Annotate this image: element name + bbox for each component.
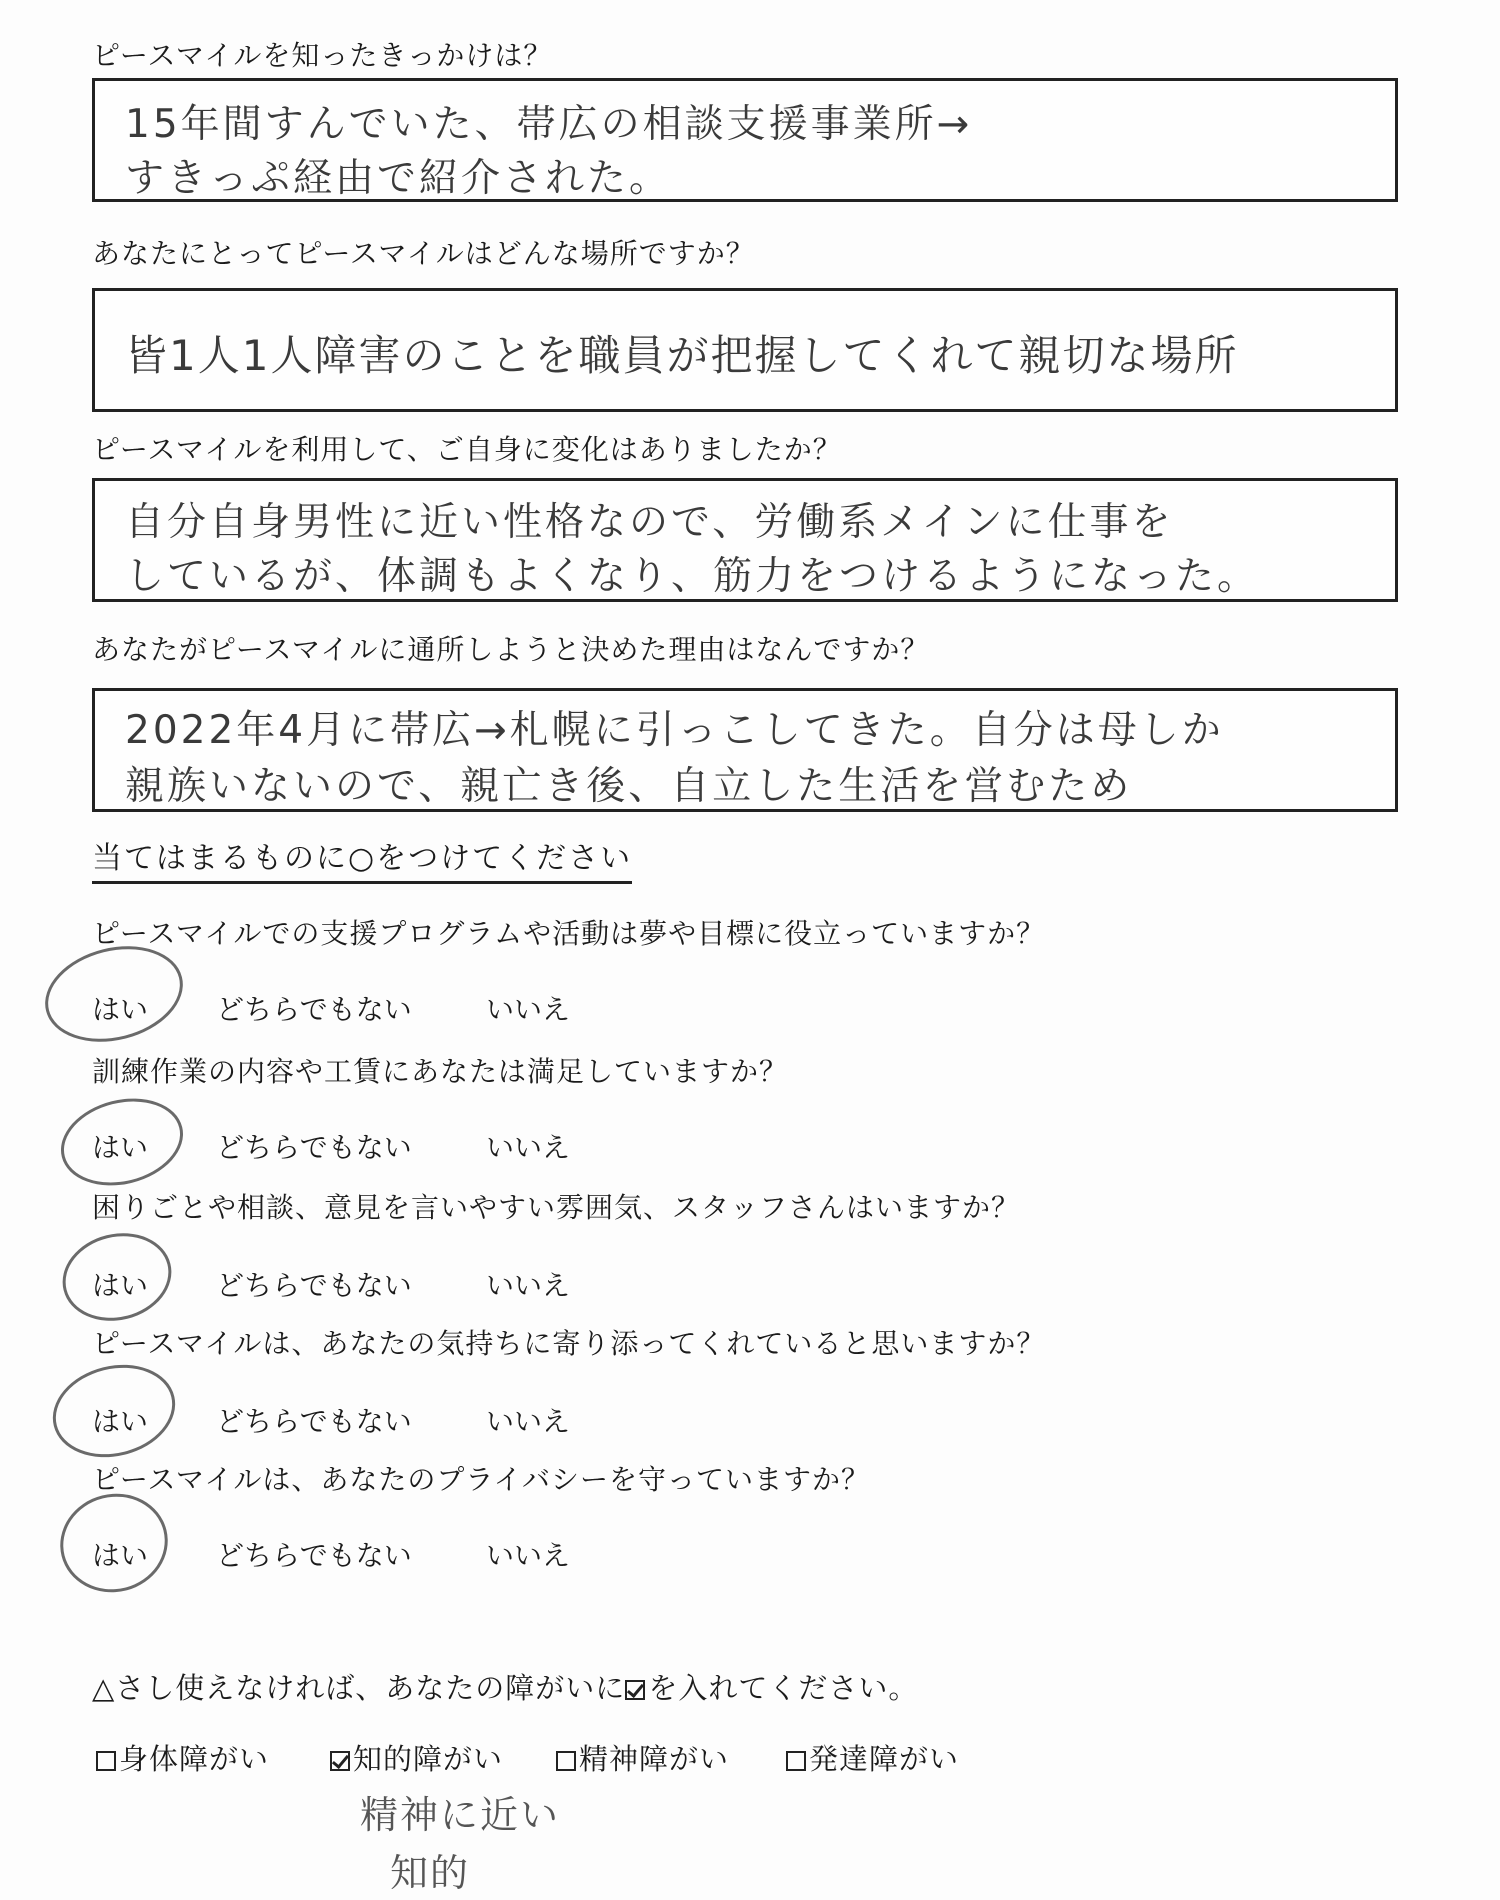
- question-4-label: あなたがピースマイルに通所しようと決めた理由はなんですか？: [92, 633, 930, 666]
- survey-1-question: ピースマイルでの支援プログラムや活動は夢や目標に役立っていますか？: [92, 917, 1046, 950]
- disability-developmental-label: 発達障がい: [809, 1742, 960, 1776]
- option-neutral[interactable]: どちらでもない: [216, 1131, 412, 1164]
- handwritten-note-line-2: 知的: [390, 1851, 471, 1895]
- disability-mental-label: 精神障がい: [579, 1742, 730, 1776]
- disability-physical[interactable]: [96, 1737, 269, 1778]
- disability-physical-label: 身体障がい: [119, 1742, 270, 1776]
- answer-1-line-2: すきっぷ経由で紹介された。: [125, 156, 672, 201]
- option-yes[interactable]: はい: [92, 1405, 149, 1438]
- option-no[interactable]: いいえ: [486, 1131, 571, 1164]
- question-2-label: あなたにとってピースマイルはどんな場所ですか？: [92, 237, 755, 270]
- option-yes[interactable]: はい: [92, 1131, 149, 1164]
- answer-3-line-1: 自分自身男性に近い性格なので、労働系メインに仕事を: [125, 500, 1174, 545]
- answer-1-box[interactable]: [92, 78, 1398, 202]
- disability-developmental[interactable]: [786, 1737, 959, 1778]
- option-no[interactable]: いいえ: [486, 993, 571, 1026]
- disability-mental[interactable]: [556, 1737, 729, 1778]
- section-heading: 当てはまるものに○をつけてください: [92, 833, 632, 884]
- option-neutral[interactable]: どちらでもない: [216, 1269, 412, 1302]
- option-yes[interactable]: はい: [92, 1269, 149, 1302]
- answer-3-line-2: しているが、体調もよくなり、筋力をつけるようになった。: [125, 554, 1260, 599]
- question-3-label: ピースマイルを利用して、ご自身に変化はありましたか？: [92, 433, 842, 466]
- disability-note-after: を入れてください。: [648, 1671, 919, 1705]
- selection-circle-1: [35, 932, 193, 1055]
- selection-circle-4: [43, 1352, 185, 1469]
- disability-note: [92, 1666, 918, 1707]
- disability-intellectual-label: 知的障がい: [353, 1742, 504, 1776]
- option-neutral[interactable]: どちらでもない: [216, 993, 412, 1026]
- disability-note-before: △さし使えなければ、あなたの障がいに: [92, 1671, 626, 1705]
- handwritten-note-line-1: 精神に近い: [360, 1793, 561, 1837]
- checkbox-example-icon: [625, 1680, 645, 1700]
- question-1-label: ピースマイルを知ったきっかけは？: [92, 39, 553, 72]
- selection-circle-5: [50, 1482, 179, 1603]
- disability-intellectual[interactable]: [330, 1737, 503, 1778]
- answer-4-box[interactable]: [92, 688, 1398, 812]
- checkbox-developmental[interactable]: [786, 1751, 806, 1771]
- checkbox-physical[interactable]: [96, 1751, 116, 1771]
- answer-4-line-1: 2022年4月に帯広→札幌に引っこしてきた。自分は母しか: [125, 708, 1224, 753]
- checkbox-intellectual[interactable]: [330, 1751, 350, 1771]
- option-neutral[interactable]: どちらでもない: [216, 1405, 412, 1438]
- option-yes[interactable]: はい: [92, 1539, 149, 1572]
- option-neutral[interactable]: どちらでもない: [216, 1539, 412, 1572]
- option-no[interactable]: いいえ: [486, 1539, 571, 1572]
- answer-2-box[interactable]: [92, 288, 1398, 412]
- survey-4-question: ピースマイルは、あなたの気持ちに寄り添ってくれていると思いますか？: [92, 1327, 1046, 1360]
- selection-circle-2: [52, 1086, 193, 1198]
- survey-5-question: ピースマイルは、あなたのプライバシーを守っていますか？: [92, 1463, 870, 1496]
- checkbox-mental[interactable]: [556, 1751, 576, 1771]
- answer-1-line-1: 15年間すんでいた、帯広の相談支援事業所→: [125, 102, 973, 147]
- option-yes[interactable]: はい: [92, 993, 149, 1026]
- answer-2-line-1: 皆1人1人障害のことを職員が把握してくれて親切な場所: [125, 331, 1239, 380]
- option-no[interactable]: いいえ: [486, 1269, 571, 1302]
- selection-circle-3: [53, 1222, 181, 1332]
- answer-3-box[interactable]: [92, 478, 1398, 602]
- survey-3-question: 困りごとや相談、意見を言いやすい雰囲気、スタッフさんはいますか？: [92, 1191, 1021, 1224]
- survey-2-question: 訓練作業の内容や工賃にあなたは満足していますか？: [92, 1055, 789, 1088]
- option-no[interactable]: いいえ: [486, 1405, 571, 1438]
- answer-4-line-2: 親族いないので、親亡き後、自立した生活を営むため: [125, 764, 1133, 809]
